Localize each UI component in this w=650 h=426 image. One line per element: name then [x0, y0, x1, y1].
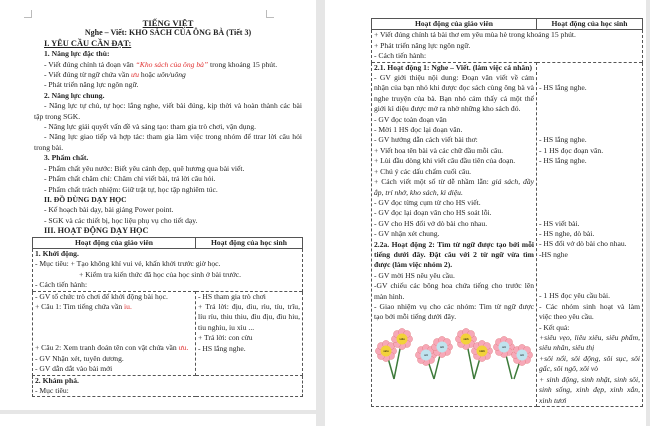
text: iu.: [124, 301, 132, 311]
text: - GV hướng dẫn cách viết bài thơ:: [374, 135, 478, 145]
text: - HS nghe, dò bài.: [539, 229, 595, 239]
text: - 1 HS đọc yêu cầu bài.: [539, 291, 611, 301]
text: - Mời 1 HS đọc lại đoạn văn.: [374, 125, 463, 135]
text: - Viết đúng chính tả đoạn văn: [44, 59, 136, 69]
text: - HS tham gia trò chơi: [198, 291, 266, 301]
text: - GV giới thiệu nội dung: Đoạn văn viết về cảm nhận của bạn nhỏ khi được đọc sách cùng ông bà và nghe truyện của bà. Bạn nhỏ cảm thấy cả một thế giới kì diệu được mở ra nhờ những kho sách đó.: [374, 73, 534, 114]
flower-icon: [375, 340, 396, 379]
text: - HS lắng nghe.: [539, 135, 587, 145]
row-heading: 1. Khởi động.: [35, 248, 79, 258]
paragraph: - Phẩm chất chăm chỉ: Chăm chỉ viết bài, trả lời câu hỏi.: [44, 174, 216, 184]
row-heading: 2.2a. Hoạt động 2: Tìm từ ngữ được tạo bởi mỗi tiếng dưới đây. Đặt câu với 2 từ ngữ vừa tìm được (làm việc nhóm 2).: [374, 239, 534, 270]
text: + Cách viết một số từ dễ nhầm lẫn:: [374, 177, 492, 187]
paragraph: - Phẩm chất trách nhiệm: Giữ trật tự, học tập nghiêm túc.: [44, 184, 218, 194]
text: - Mục tiêu:: [35, 386, 69, 395]
flower-word: sôi: [424, 352, 428, 357]
text: - GV đọc từng cụm từ cho HS viết.: [374, 197, 481, 207]
flower-word: xôi: [519, 352, 525, 357]
text: - Viết đúng từ ngữ chứa vần: [44, 70, 132, 80]
subheading: 1. Năng lực đặc thù:: [44, 49, 110, 59]
row-heading: 2.1. Hoạt động 1: Nghe – Viết. (làm việc cá nhân): [374, 62, 532, 72]
paragraph: - Năng lực tự chủ, tự học: lắng nghe, viết bài đúng, kịp thời và hoàn thành các bài tập trong SGK.: [34, 101, 302, 121]
text: + Phát triển năng lực ngôn ngữ.: [374, 40, 471, 50]
text: - HS đổi vở dò bài cho nhau.: [539, 239, 627, 249]
column-header: Hoạt động của giáo viên: [372, 19, 537, 30]
text: - Cách tiến hành:: [374, 51, 427, 61]
text: ưu: [131, 70, 139, 80]
page-1-content: [34, 18, 302, 397]
activity-table: [32, 237, 303, 398]
paragraph: [34, 70, 302, 80]
flower-word: sôi: [502, 344, 506, 349]
text: - HS lắng nghe.: [539, 83, 587, 93]
text: [374, 177, 534, 198]
text: - Mục tiêu: + Tạo không khí vui vẻ, khấn khởi trước giờ học.: [35, 259, 221, 269]
subheading: 3. Phẩm chất.: [44, 153, 89, 163]
text: - HS lắng nghe.: [539, 156, 587, 166]
text: hoặc: [139, 70, 158, 80]
flower-icon: [511, 344, 532, 379]
text: [35, 343, 193, 353]
text: + Lùi đầu dòng khi viết câu đầu tiên của đoạn.: [374, 156, 516, 166]
flower-word: xiêu: [399, 336, 405, 341]
text: + Chú ý các dấu chấm cuối câu.: [374, 166, 472, 176]
text: -GV chiếu các bông hoa chứa tiếng cho trước lên màn hình.: [374, 281, 534, 301]
text: + Câu 1: Tìm tiếng chứa vần: [35, 301, 125, 311]
column-header: Hoạt động của học sinh: [537, 19, 643, 30]
flower-word: siêu: [383, 348, 389, 353]
text: - HS lắng nghe.: [198, 343, 246, 353]
subheading: 2. Năng lực chung.: [44, 90, 105, 100]
flower-word: sinh: [463, 336, 469, 341]
page-2: [325, 0, 646, 426]
row-heading: 2. Khám phá.: [35, 375, 79, 385]
paragraph: - Phát triển năng lực ngôn ngữ.: [44, 80, 139, 90]
flower-icon: [471, 340, 492, 379]
text: - HS viết bài.: [539, 218, 580, 228]
text: +sôi nổi, sôi động, sôi sục, sôi gấc, sôi ngô, xôi vò: [539, 353, 640, 374]
text: ưu.: [178, 343, 189, 353]
text: - GV đọc lại đoạn văn cho HS soát lỗi.: [374, 208, 492, 218]
section-heading: II. ĐỒ DÙNG DẠY HỌC: [44, 194, 127, 204]
flower-word: xôi: [439, 344, 445, 349]
paragraph: - Kế hoạch bài dạy, bài giảng Power point.: [44, 205, 174, 215]
text: +siêu vẹo, liêu xiêu, siêu phẩm, siêu nhân, siêu thị: [539, 333, 640, 353]
flowers-image: [374, 323, 534, 381]
section-heading: III. HOẠT ĐỘNG DẠY HỌC: [44, 226, 149, 236]
paragraph: - Năng lực giao tiếp và hợp tác: tham gia làm việc trong nhóm để ttrar lời câu hỏi trong bài.: [34, 132, 302, 152]
text: + Trả lời: con cừu: [198, 333, 253, 343]
text: - GV tổ chức trò chơi để khởi động bài học.: [35, 291, 168, 301]
text: -HS nghe: [539, 249, 568, 259]
column-header: Hoạt động của học sinh: [196, 237, 303, 248]
doc-subtitle: Nghe – Viết: KHO SÁCH CỦA ÔNG BÀ (Tiết 3): [84, 28, 252, 38]
text: - 1 HS đọc đoạn văn.: [539, 145, 604, 155]
text: [35, 302, 193, 312]
section-heading: I. YÊU CẦU CẦN ĐẠT:: [44, 38, 132, 48]
page-1: [0, 0, 316, 426]
flower-word: xinh: [479, 348, 485, 353]
paragraph: - SGK và các thiết bị, học liệu phụ vụ cho tiết dạy.: [44, 215, 198, 225]
text: “Kho sách của ông bà”: [135, 59, 209, 69]
text: - GV đọc toàn đoạn văn: [374, 114, 447, 124]
text: + Viết đúng chính tả bài thơ em yêu mùa hè trong khoảng 15 phút.: [374, 30, 576, 40]
paragraph: - Phẩm chất yêu nước: Biết yêu cảnh đẹp, quê hương qua bài viết.: [44, 163, 245, 173]
paragraph: - Năng lực giải quyết vấn đề và sáng tạo: tham gia trò chơi, vận dụng.: [44, 122, 257, 132]
text: - GV cho HS đổi vở dò bài cho nhau.: [374, 218, 488, 228]
text: - Cách tiến hành:: [35, 280, 88, 290]
paragraph: [34, 60, 302, 70]
text: uôn/uông: [157, 70, 186, 80]
text: trong khoảng 15 phút.: [208, 59, 278, 69]
column-header: Hoạt động của giáo viên: [33, 237, 196, 248]
text: - GV mời HS nêu yêu cầu.: [374, 270, 455, 280]
text: + Kiểm tra kiến thức đã học của học sinh ở bài trước.: [79, 269, 242, 279]
activity-table: [371, 18, 643, 407]
text: - GV dẫn dắt vào bài mới: [35, 364, 113, 374]
text: + Trả lời: địu, dìu, rìu, tíu, trĩu, líu ríu, thiu thiu, đìu địu, đìu hiu, tiu nghỉu, ỉu xìu ...: [198, 301, 300, 332]
text: + Viết hoa tên bài và các chữ đầu mỗi câu.: [374, 145, 504, 155]
text: - Kết quả:: [539, 322, 570, 332]
text: + Câu 2: Xem tranh đoán tên con vật chứa vần: [35, 343, 179, 353]
text: + sinh động, sinh nhật, sinh sôi, sinh sống, xinh đẹp, xinh xắn, xinh tươi: [539, 374, 640, 405]
doc-title: TIẾNG VIỆT: [142, 18, 194, 28]
flower-icon: [493, 336, 514, 379]
page-2-content: [371, 18, 643, 407]
text: - Giao nhiệm vụ cho các nhóm: Tìm từ ngữ được tạo bởi mỗi tiếng dưới đây.: [374, 301, 534, 322]
text: giá sách, đầy ắp, trí nhớ, kho sách, kì diệu.: [374, 177, 534, 197]
text: - GV nhận xét chung.: [374, 229, 440, 239]
text: - Các nhóm sinh hoạt và làm việc theo yêu cầu.: [539, 301, 640, 322]
text: - GV Nhận xét, tuyên dương.: [35, 353, 124, 363]
